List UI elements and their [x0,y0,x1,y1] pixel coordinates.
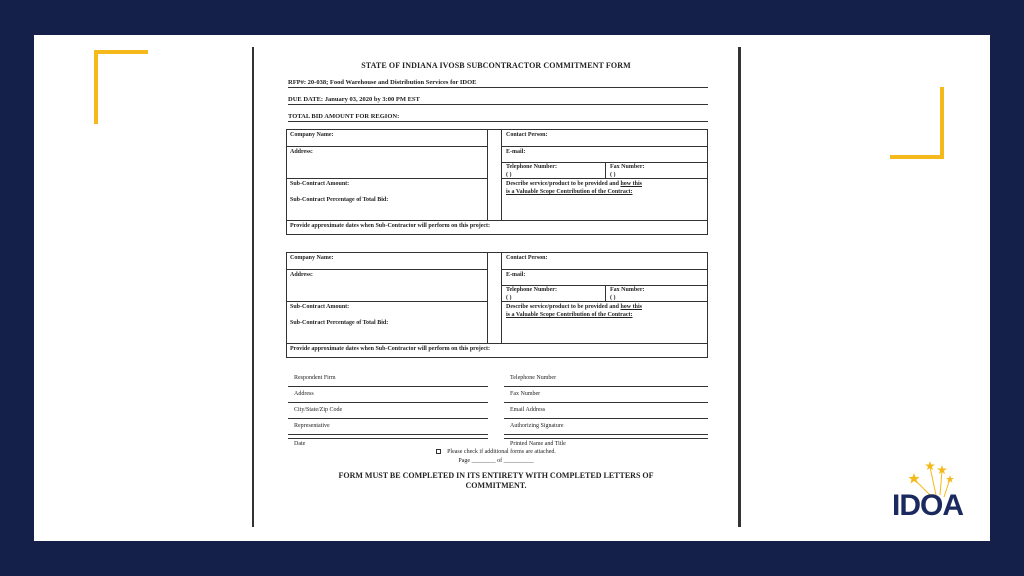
sub-contract-amount-label: Sub-Contract Amount: [290,181,350,187]
email-address-line: Email Address [504,406,708,419]
fax-number-line: Fax Number [504,390,708,403]
contact-person-label: Contact Person: [506,132,548,138]
logo-text: IDOA [892,489,963,522]
email-label: E-mail: [506,272,526,278]
approximate-dates-label: Provide approximate dates when Sub-Contractor will perform on this project: [290,346,491,352]
describe-service-label: Describe service/product to be provided and how this is a Valuable Scope Contribution of the Contract: [506,304,642,318]
idoa-logo [892,459,982,529]
sub-contract-percentage-label: Sub-Contract Percentage of Total Bid: [290,197,389,203]
sub-contract-amount-label: Sub-Contract Amount: [290,304,350,310]
sub-contract-percentage-label: Sub-Contract Percentage of Total Bid: [290,320,389,326]
form-title: STATE OF INDIANA IVOSB SUBCONTRACTOR COMMITMENT FORM [361,61,631,70]
respondent-firm-line: Respondent Firm [288,374,488,387]
slide [34,35,990,541]
representative-line: Representative [288,422,488,435]
contact-person-label: Contact Person: [506,255,548,261]
subcontractor-block-1 [286,129,708,235]
date-line: Date [288,438,488,451]
additional-forms-checkbox[interactable] [436,449,441,454]
telephone-label: Telephone Number: ( ) [506,164,557,178]
email-label: E-mail: [506,149,526,155]
rfp-line: RFP#: 20-038; Food Warehouse and Distribution Services for IDOE [288,79,708,88]
corner-bracket-right [890,87,944,159]
address-label: Address: [290,149,313,155]
corner-bracket-top-left [94,50,148,124]
address-label: Address: [290,272,313,278]
describe-service-label: Describe service/product to be provided and how this is a Valuable Scope Contribution of the Contract: [506,181,642,195]
address-line: Address [288,390,488,403]
subcontractor-block-2 [286,252,708,358]
authorizing-signature-line: Authorizing Signature [504,422,708,435]
total-bid-line: TOTAL BID AMOUNT FOR REGION: [288,113,708,122]
printed-name-line: Printed Name and Title [504,438,708,451]
fax-label: Fax Number: ( ) [610,164,645,178]
page-count-line: Page ________ of __________ [458,458,534,464]
form-document [252,47,741,527]
due-date-line: DUE DATE: January 03, 2020 by 3:00 PM EST [288,96,708,105]
form-footer: FORM MUST BE COMPLETED IN ITS ENTIRETY WITH COMPLETED LETTERS OF COMMITMENT. [338,471,654,490]
additional-forms-note: Please check if additional forms are attached. [254,449,738,455]
company-name-label: Company Name: [290,132,334,138]
telephone-label: Telephone Number: ( ) [506,287,557,301]
fax-label: Fax Number: ( ) [610,287,645,301]
city-state-zip-line: City/State/Zip Code [288,406,488,419]
approximate-dates-label: Provide approximate dates when Sub-Contractor will perform on this project: [290,223,491,229]
company-name-label: Company Name: [290,255,334,261]
telephone-number-line: Telephone Number [504,374,708,387]
